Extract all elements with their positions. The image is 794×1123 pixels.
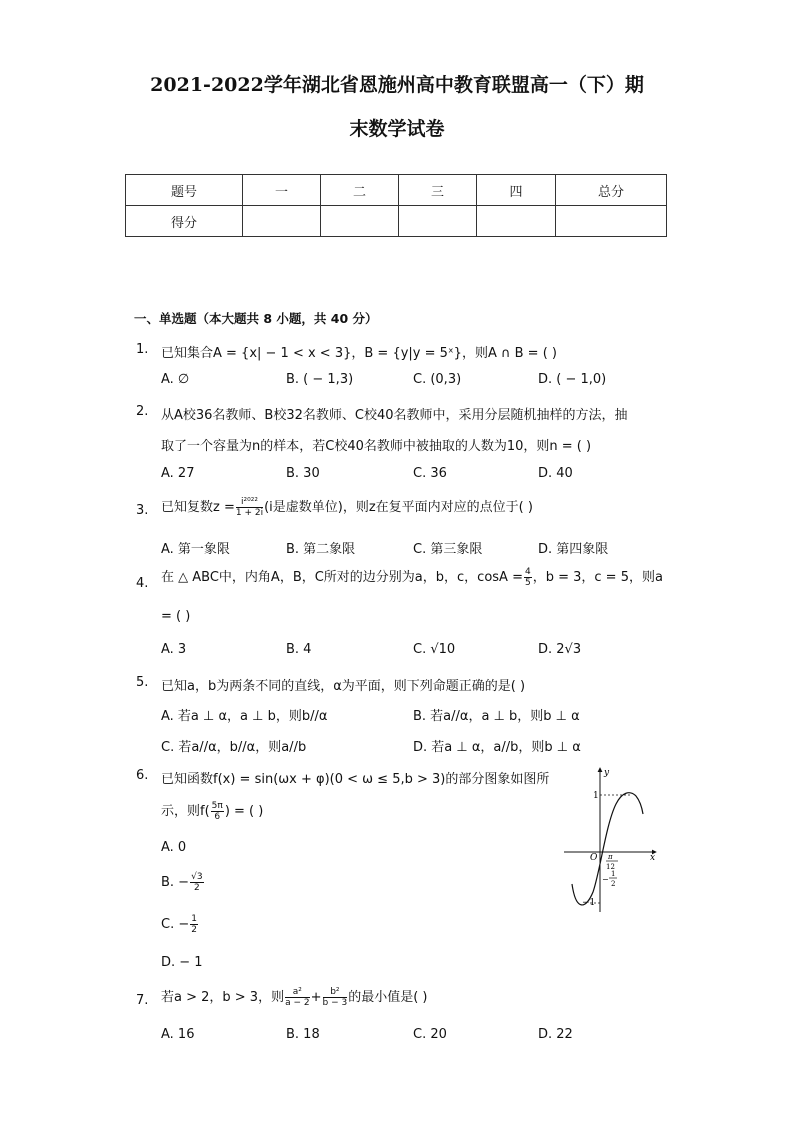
text: 的最小值是( ) xyxy=(348,990,428,1005)
question-text xyxy=(161,800,263,822)
text: 已知复数z = xyxy=(161,500,235,515)
text: 示，则f( xyxy=(161,804,210,819)
title-line-2: 末数学试卷 xyxy=(349,118,445,140)
question-text xyxy=(161,986,427,1008)
table-cell xyxy=(399,206,477,237)
option: D. 若a ⊥ α，a//b，则b ⊥ α xyxy=(413,740,581,755)
option: C. 36 xyxy=(413,466,447,481)
text: 在 △ ABC中，内角A，B，C所对的边分别为a，b，c，cosA = xyxy=(161,570,523,585)
option: C. √10 xyxy=(413,642,456,657)
option: D. ( − 1,0) xyxy=(538,372,607,387)
table-cell: 二 xyxy=(321,175,399,206)
option: C. (0,3) xyxy=(413,372,462,387)
option: B. 30 xyxy=(286,466,320,481)
table-row xyxy=(126,175,667,206)
score-table xyxy=(125,174,667,237)
question-number: 1. xyxy=(136,342,149,357)
option: C. 第三象限 xyxy=(413,542,483,557)
option: A. 0 xyxy=(161,840,187,855)
question-number: 2. xyxy=(136,404,149,419)
table-cell xyxy=(243,206,321,237)
option: B. − $\frac{√3}{2}$ xyxy=(161,872,203,893)
fraction: $\frac{4}{5}$ xyxy=(524,567,531,588)
x-tick-num: π xyxy=(608,853,613,861)
option: A. 第一象限 xyxy=(161,542,230,557)
question-text: = ( ) xyxy=(161,609,191,624)
option: B. 18 xyxy=(286,1027,320,1042)
option: B. 4 xyxy=(286,642,312,657)
table-cell: 得分 xyxy=(126,206,243,237)
y-mid-den: 2 xyxy=(611,880,616,888)
fraction: $\frac{\text{i²⁰²²}}{1 + 2i}$ xyxy=(235,497,264,518)
table-cell xyxy=(477,206,556,237)
x-axis-label: x xyxy=(650,853,656,863)
y-tick-1: 1 xyxy=(593,791,599,801)
text: ) = ( ) xyxy=(224,804,264,819)
y-axis-label: y xyxy=(604,768,610,778)
table-row xyxy=(126,206,667,237)
table-cell xyxy=(321,206,399,237)
question-number: 5. xyxy=(136,675,149,690)
option: B. ( − 1,3) xyxy=(286,372,354,387)
question-text: 取了一个容量为n的样本，若C校40名教师中被抽取的人数为10，则n = ( ) xyxy=(161,439,592,454)
option: B. 若a//α，a ⊥ b，则b ⊥ α xyxy=(413,709,580,724)
option: A. 16 xyxy=(161,1027,195,1042)
title-line-1: 2021-2022学年湖北省恩施州高中教育联盟高一（下）期 xyxy=(150,74,644,96)
question-text xyxy=(161,566,663,588)
option: A. ∅ xyxy=(161,372,190,387)
option: D. 40 xyxy=(538,466,573,481)
sine-curve xyxy=(572,793,643,905)
option: C. 若a//α，b//α，则a//b xyxy=(161,740,307,755)
option: D. 22 xyxy=(538,1027,573,1042)
table-cell: 三 xyxy=(399,175,477,206)
text: (i是虚数单位)，则z在复平面内对应的点位于( ) xyxy=(264,500,533,515)
x-tick-den: 12 xyxy=(606,863,615,871)
table-cell: 一 xyxy=(243,175,321,206)
question-number: 7. xyxy=(136,993,149,1008)
option: A. 27 xyxy=(161,466,195,481)
text: ，b = 3，c = 5，则a xyxy=(532,570,663,585)
question-text xyxy=(161,496,533,518)
fraction: $\frac{\text{b²}}{b - 3}$ xyxy=(322,987,348,1008)
y-tick-neg1: −1 xyxy=(582,898,596,908)
table-cell: 题号 xyxy=(126,175,243,206)
option: D. 第四象限 xyxy=(538,542,609,557)
option: D. 2√3 xyxy=(538,642,582,657)
table-cell: 总分 xyxy=(556,175,667,206)
question-text: 从A校36名教师、B校32名教师、C校40名教师中，采用分层随机抽样的方法，抽 xyxy=(161,408,628,423)
question-text: 已知a，b为两条不同的直线，α为平面，则下列命题正确的是( ) xyxy=(161,679,526,694)
table-cell xyxy=(556,206,667,237)
option: B. 第二象限 xyxy=(286,542,356,557)
function-graph xyxy=(560,764,670,914)
question-number: 3. xyxy=(136,503,149,518)
fraction: $\frac{5\pi}{6}$ xyxy=(211,801,223,822)
question-number: 6. xyxy=(136,768,149,783)
option: C. − $\frac{1}{2}$ xyxy=(161,914,197,935)
option: D. − 1 xyxy=(161,955,203,970)
text: 若a > 2，b > 3，则 xyxy=(161,990,285,1005)
origin-label: O xyxy=(590,853,598,863)
fraction: $\frac{\text{a²}}{a - 2}$ xyxy=(285,987,310,1008)
question-text: 已知集合A = {x| − 1 < x < 3}，B = {y|y = 5ˣ}，则A ∩ B = ( ) xyxy=(161,346,557,361)
y-mid-num: 1 xyxy=(611,870,616,878)
y-mid-sign: − xyxy=(602,875,609,884)
section-heading: 一、单选题（本大题共 8 小题，共 40 分） xyxy=(134,311,378,326)
question-text: 已知函数f(x) = sin(ωx + φ)(0 < ω ≤ 5,b > 3)的部分图象如图所 xyxy=(161,772,550,787)
question-number: 4. xyxy=(136,576,149,591)
option: A. 若a ⊥ α，a ⊥ b，则b//α xyxy=(161,709,328,724)
option: A. 3 xyxy=(161,642,187,657)
option: C. 20 xyxy=(413,1027,447,1042)
table-cell: 四 xyxy=(477,175,556,206)
text: + xyxy=(310,990,322,1005)
